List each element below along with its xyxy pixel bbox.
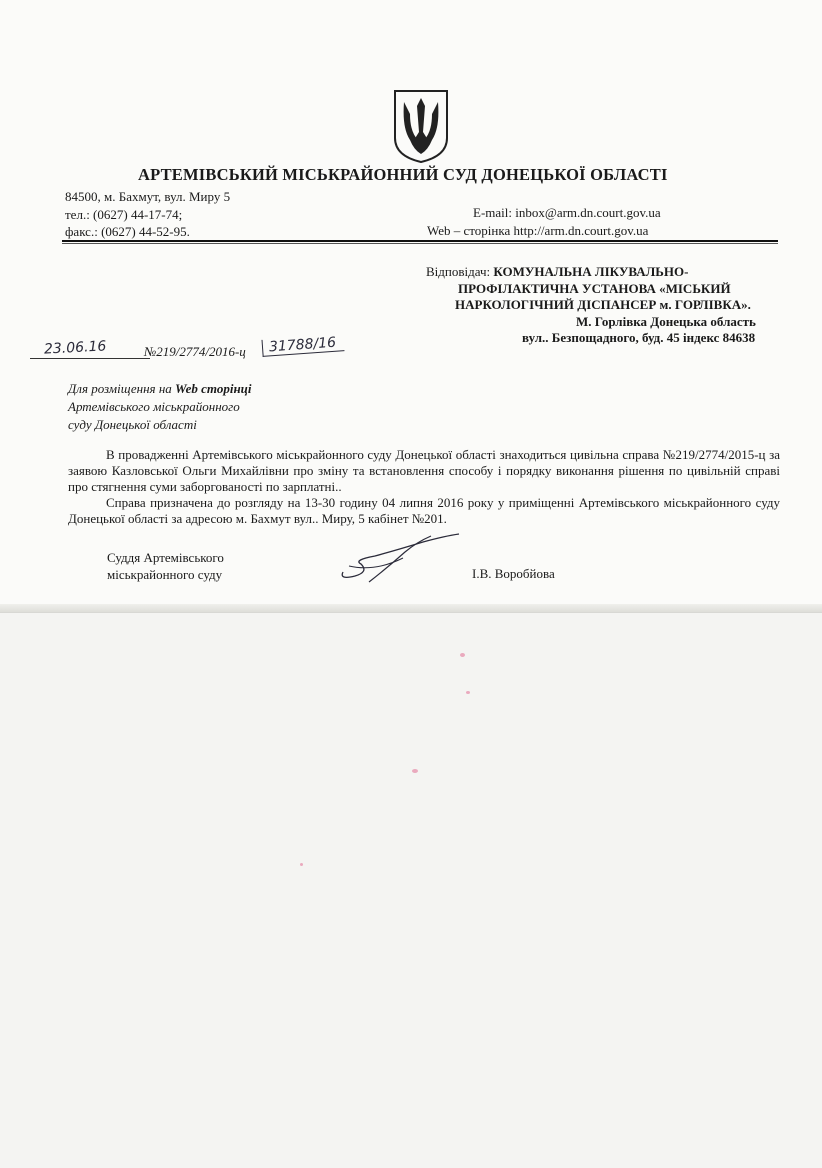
judge-title: [107, 549, 224, 583]
placement-prefix: Для розміщення на: [68, 381, 172, 396]
outgoing-case-number: №219/2774/2016-ц: [144, 344, 246, 359]
court-phone: тел.: (0627) 44-17-74;: [65, 207, 183, 222]
court-address: 84500, м. Бахмут, вул. Миру 5: [65, 189, 231, 204]
judge-name: І.В. Воробйова: [472, 566, 555, 581]
notice-paragraph-1: В провадженні Артемівського міськрайонного суду Донецької області знаходиться цивільна справа №219/2774/2015-ц за заявою Казловської Ольги Михайлівни про зміну та встановлення способу і порядку виконання рішення по цивільній справі про стягнення суми заборгованості по зарплатні..: [68, 447, 780, 494]
header-rule: [62, 240, 778, 242]
date-underline: [30, 358, 150, 359]
blank-lower-page: [0, 612, 822, 1168]
placement-line-1: [68, 380, 252, 398]
placement-web-word: Web: [175, 381, 198, 396]
header-rule-thin: [62, 243, 778, 244]
recipient-street: вул.. Безпощадного, буд. 45 індекс 84638: [522, 330, 756, 345]
recipient-label: Відповідач:: [426, 264, 491, 279]
notice-body: [68, 447, 780, 527]
court-website: Web – сторінка http://arm.dn.court.gov.ua: [427, 223, 649, 238]
court-email: E-mail: inbox@arm.dn.court.gov.ua: [473, 205, 661, 220]
recipient-line-2: ПРОФІЛАКТИЧНА УСТАНОВА «МІСЬКИЙ: [458, 281, 731, 296]
handwritten-date: 23.06.16: [43, 338, 107, 358]
recipient-line-1: [426, 264, 688, 280]
placement-suffix: сторінці: [201, 381, 252, 396]
judge-title-line-1: Суддя Артемівського: [107, 550, 224, 565]
notice-paragraph-2: Справа призначена до розгляду на 13-30 годину 04 липня 2016 року у приміщенні Артемівського міськрайонного суду Донецької області за адресою м. Бахмут вул.. Миру, 5 кабінет №201.: [68, 495, 780, 526]
pink-speck: [466, 691, 470, 694]
placement-line-3: суду Донецької області: [68, 417, 197, 432]
placement-note: [68, 380, 252, 434]
recipient-city: М. Горлівка Донецька область: [576, 314, 756, 329]
recipient-line-3: НАРКОЛОГІЧНИЙ ДІСПАНСЕР м. ГОРЛІВКА».: [455, 297, 751, 312]
pink-speck: [300, 863, 303, 866]
handwritten-registration-number: 31788/16: [262, 334, 345, 357]
pink-speck: [460, 653, 465, 657]
court-fax: факс.: (0627) 44-52-95.: [65, 224, 190, 239]
judge-title-line-2: міськрайонного суду: [107, 567, 223, 582]
placement-line-2: Артемівського міськрайонного: [68, 399, 240, 414]
pink-speck: [412, 769, 418, 773]
court-name-heading: АРТЕМІВСЬКИЙ МІСЬКРАЙОННИЙ СУД ДОНЕЦЬКОЇ ОБЛАСТІ: [138, 165, 668, 184]
trident-emblem-icon: [392, 88, 450, 164]
recipient-org-part1: КОМУНАЛЬНА ЛІКУВАЛЬНО-: [493, 264, 689, 279]
judge-signature-icon: [335, 528, 465, 588]
